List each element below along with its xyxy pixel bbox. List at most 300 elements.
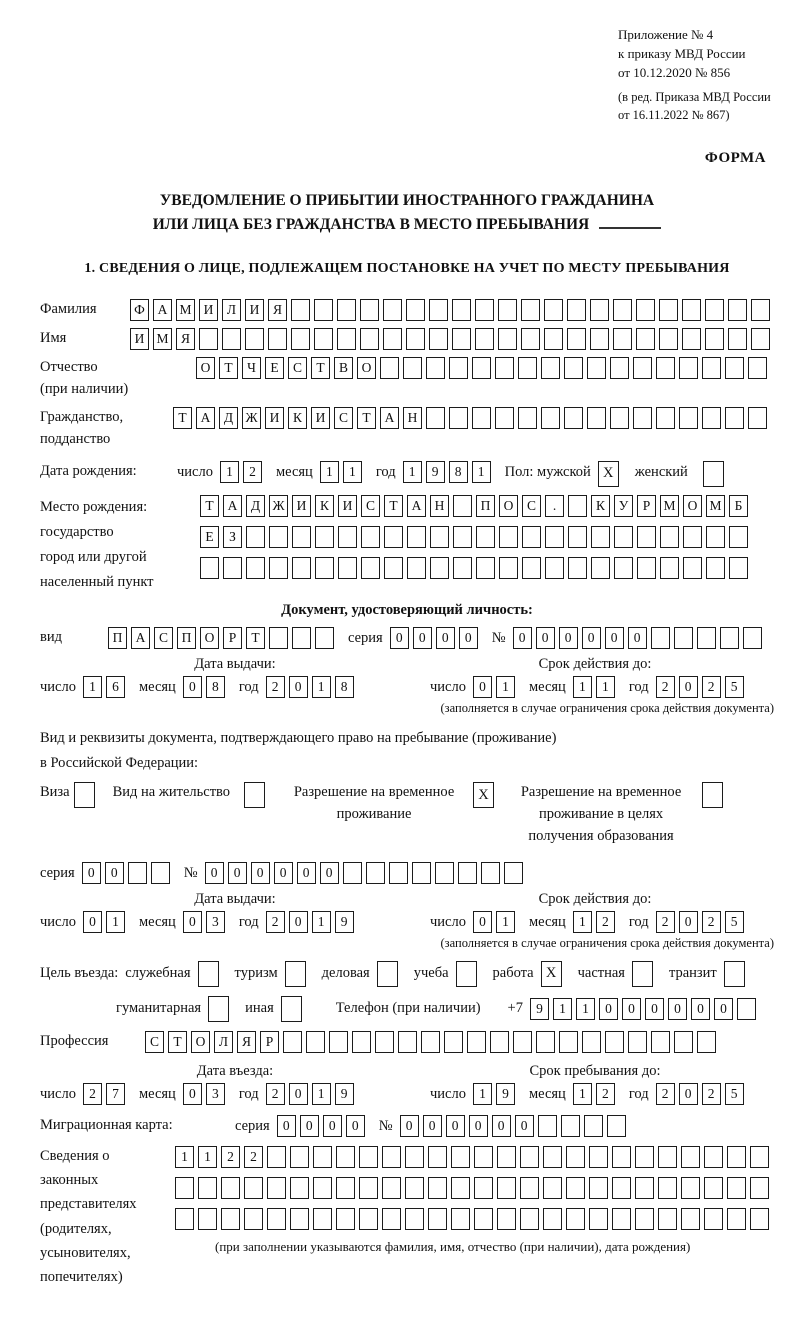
- char-cell[interactable]: М: [176, 299, 195, 321]
- checkbox[interactable]: [208, 996, 229, 1022]
- checkbox[interactable]: [724, 961, 745, 987]
- char-cell[interactable]: 0: [691, 998, 710, 1020]
- char-cell[interactable]: 2: [266, 1083, 285, 1105]
- char-cell[interactable]: 1: [175, 1146, 194, 1168]
- char-cell[interactable]: [590, 299, 609, 321]
- char-cell[interactable]: [656, 357, 675, 379]
- char-cell[interactable]: 0: [628, 627, 647, 649]
- char-cell[interactable]: [521, 299, 540, 321]
- char-cell[interactable]: М: [706, 495, 725, 517]
- char-cell[interactable]: [587, 357, 606, 379]
- char-cell[interactable]: [366, 862, 385, 884]
- char-cell[interactable]: [428, 1146, 447, 1168]
- char-cell[interactable]: [267, 1146, 286, 1168]
- char-cell[interactable]: [313, 1146, 332, 1168]
- char-cell[interactable]: 5: [725, 676, 744, 698]
- char-cell[interactable]: 0: [277, 1115, 296, 1137]
- char-cell[interactable]: 2: [266, 676, 285, 698]
- char-cell[interactable]: [607, 1115, 626, 1137]
- char-cell[interactable]: [383, 328, 402, 350]
- char-cell[interactable]: [612, 1177, 631, 1199]
- char-cell[interactable]: [453, 526, 472, 548]
- char-cell[interactable]: [683, 557, 702, 579]
- char-cell[interactable]: [426, 357, 445, 379]
- char-cell[interactable]: О: [357, 357, 376, 379]
- char-cell[interactable]: [659, 299, 678, 321]
- char-cell[interactable]: 0: [320, 862, 339, 884]
- char-cell[interactable]: 0: [274, 862, 293, 884]
- char-cell[interactable]: [750, 1208, 769, 1230]
- char-cell[interactable]: 1: [496, 676, 515, 698]
- char-cell[interactable]: С: [361, 495, 380, 517]
- char-cell[interactable]: [564, 407, 583, 429]
- char-cell[interactable]: 0: [400, 1115, 419, 1137]
- char-cell[interactable]: О: [196, 357, 215, 379]
- char-cell[interactable]: [175, 1177, 194, 1199]
- char-cell[interactable]: [499, 526, 518, 548]
- char-cell[interactable]: 0: [714, 998, 733, 1020]
- char-cell[interactable]: [590, 328, 609, 350]
- char-cell[interactable]: Р: [260, 1031, 279, 1053]
- char-cell[interactable]: Р: [223, 627, 242, 649]
- char-cell[interactable]: [613, 299, 632, 321]
- char-cell[interactable]: [610, 357, 629, 379]
- char-cell[interactable]: [497, 1146, 516, 1168]
- char-cell[interactable]: Т: [384, 495, 403, 517]
- char-cell[interactable]: [520, 1146, 539, 1168]
- char-cell[interactable]: [403, 357, 422, 379]
- char-cell[interactable]: [336, 1146, 355, 1168]
- char-cell[interactable]: А: [153, 299, 172, 321]
- char-cell[interactable]: 2: [221, 1146, 240, 1168]
- char-cell[interactable]: [750, 1177, 769, 1199]
- char-cell[interactable]: Р: [637, 495, 656, 517]
- char-cell[interactable]: [269, 526, 288, 548]
- char-cell[interactable]: 0: [289, 1083, 308, 1105]
- char-cell[interactable]: [384, 557, 403, 579]
- char-cell[interactable]: [635, 1146, 654, 1168]
- char-cell[interactable]: [292, 627, 311, 649]
- char-cell[interactable]: 2: [244, 1146, 263, 1168]
- char-cell[interactable]: 0: [559, 627, 578, 649]
- checkbox[interactable]: [244, 782, 265, 808]
- char-cell[interactable]: 0: [423, 1115, 442, 1137]
- char-cell[interactable]: [246, 526, 265, 548]
- char-cell[interactable]: 0: [289, 676, 308, 698]
- char-cell[interactable]: Т: [168, 1031, 187, 1053]
- char-cell[interactable]: [199, 328, 218, 350]
- char-cell[interactable]: [361, 557, 380, 579]
- char-cell[interactable]: [244, 1177, 263, 1199]
- char-cell[interactable]: [380, 357, 399, 379]
- char-cell[interactable]: [221, 1208, 240, 1230]
- char-cell[interactable]: С: [154, 627, 173, 649]
- char-cell[interactable]: [702, 407, 721, 429]
- char-cell[interactable]: 1: [496, 911, 515, 933]
- char-cell[interactable]: [729, 526, 748, 548]
- char-cell[interactable]: [499, 557, 518, 579]
- char-cell[interactable]: [582, 1031, 601, 1053]
- char-cell[interactable]: [472, 357, 491, 379]
- char-cell[interactable]: О: [499, 495, 518, 517]
- char-cell[interactable]: [613, 328, 632, 350]
- char-cell[interactable]: [495, 407, 514, 429]
- char-cell[interactable]: М: [660, 495, 679, 517]
- char-cell[interactable]: [246, 557, 265, 579]
- char-cell[interactable]: [728, 299, 747, 321]
- char-cell[interactable]: [472, 407, 491, 429]
- char-cell[interactable]: 2: [596, 1083, 615, 1105]
- char-cell[interactable]: [352, 1031, 371, 1053]
- char-cell[interactable]: 5: [725, 911, 744, 933]
- char-cell[interactable]: [429, 328, 448, 350]
- char-cell[interactable]: 0: [473, 911, 492, 933]
- checkbox[interactable]: [632, 961, 653, 987]
- char-cell[interactable]: [313, 1177, 332, 1199]
- char-cell[interactable]: [359, 1177, 378, 1199]
- char-cell[interactable]: [498, 328, 517, 350]
- char-cell[interactable]: Ф: [130, 299, 149, 321]
- char-cell[interactable]: [481, 862, 500, 884]
- char-cell[interactable]: [541, 407, 560, 429]
- char-cell[interactable]: 2: [266, 911, 285, 933]
- char-cell[interactable]: [518, 407, 537, 429]
- char-cell[interactable]: [426, 407, 445, 429]
- char-cell[interactable]: [660, 526, 679, 548]
- char-cell[interactable]: [751, 299, 770, 321]
- char-cell[interactable]: 0: [446, 1115, 465, 1137]
- char-cell[interactable]: 0: [473, 676, 492, 698]
- char-cell[interactable]: Я: [176, 328, 195, 350]
- char-cell[interactable]: О: [683, 495, 702, 517]
- char-cell[interactable]: 0: [228, 862, 247, 884]
- char-cell[interactable]: [589, 1208, 608, 1230]
- char-cell[interactable]: [589, 1146, 608, 1168]
- char-cell[interactable]: [674, 1031, 693, 1053]
- char-cell[interactable]: И: [338, 495, 357, 517]
- char-cell[interactable]: 9: [496, 1083, 515, 1105]
- char-cell[interactable]: [751, 328, 770, 350]
- char-cell[interactable]: [406, 328, 425, 350]
- char-cell[interactable]: 0: [459, 627, 478, 649]
- char-cell[interactable]: [337, 328, 356, 350]
- char-cell[interactable]: [729, 557, 748, 579]
- char-cell[interactable]: [336, 1177, 355, 1199]
- char-cell[interactable]: [453, 495, 472, 517]
- char-cell[interactable]: [428, 1177, 447, 1199]
- char-cell[interactable]: 2: [243, 461, 262, 483]
- char-cell[interactable]: 0: [82, 862, 101, 884]
- char-cell[interactable]: 1: [220, 461, 239, 483]
- char-cell[interactable]: 8: [335, 676, 354, 698]
- char-cell[interactable]: Т: [219, 357, 238, 379]
- char-cell[interactable]: [614, 557, 633, 579]
- char-cell[interactable]: 0: [513, 627, 532, 649]
- char-cell[interactable]: [338, 557, 357, 579]
- char-cell[interactable]: [315, 627, 334, 649]
- char-cell[interactable]: [628, 1031, 647, 1053]
- char-cell[interactable]: 0: [679, 1083, 698, 1105]
- char-cell[interactable]: 0: [492, 1115, 511, 1137]
- char-cell[interactable]: [405, 1177, 424, 1199]
- char-cell[interactable]: [743, 627, 762, 649]
- char-cell[interactable]: 0: [183, 911, 202, 933]
- char-cell[interactable]: Ж: [269, 495, 288, 517]
- char-cell[interactable]: [290, 1177, 309, 1199]
- char-cell[interactable]: [568, 495, 587, 517]
- char-cell[interactable]: 2: [656, 676, 675, 698]
- char-cell[interactable]: Я: [237, 1031, 256, 1053]
- char-cell[interactable]: 1: [343, 461, 362, 483]
- char-cell[interactable]: [269, 627, 288, 649]
- char-cell[interactable]: И: [265, 407, 284, 429]
- char-cell[interactable]: 0: [679, 676, 698, 698]
- char-cell[interactable]: [635, 1177, 654, 1199]
- char-cell[interactable]: [545, 557, 564, 579]
- char-cell[interactable]: У: [614, 495, 633, 517]
- char-cell[interactable]: [568, 526, 587, 548]
- char-cell[interactable]: [567, 328, 586, 350]
- char-cell[interactable]: [660, 557, 679, 579]
- char-cell[interactable]: [697, 627, 716, 649]
- char-cell[interactable]: 0: [289, 911, 308, 933]
- char-cell[interactable]: Л: [214, 1031, 233, 1053]
- char-cell[interactable]: 1: [312, 1083, 331, 1105]
- checkbox[interactable]: [377, 961, 398, 987]
- char-cell[interactable]: [382, 1208, 401, 1230]
- char-cell[interactable]: [520, 1177, 539, 1199]
- char-cell[interactable]: 2: [702, 1083, 721, 1105]
- char-cell[interactable]: 1: [576, 998, 595, 1020]
- char-cell[interactable]: [612, 1146, 631, 1168]
- char-cell[interactable]: [407, 526, 426, 548]
- char-cell[interactable]: 1: [106, 911, 125, 933]
- char-cell[interactable]: [681, 1177, 700, 1199]
- char-cell[interactable]: [315, 557, 334, 579]
- char-cell[interactable]: [405, 1208, 424, 1230]
- checkbox[interactable]: X: [473, 782, 494, 808]
- char-cell[interactable]: 0: [251, 862, 270, 884]
- char-cell[interactable]: И: [292, 495, 311, 517]
- char-cell[interactable]: 2: [83, 1083, 102, 1105]
- char-cell[interactable]: А: [407, 495, 426, 517]
- char-cell[interactable]: 1: [596, 676, 615, 698]
- char-cell[interactable]: [474, 1208, 493, 1230]
- char-cell[interactable]: 0: [582, 627, 601, 649]
- char-cell[interactable]: [568, 557, 587, 579]
- char-cell[interactable]: [359, 1208, 378, 1230]
- char-cell[interactable]: [474, 1146, 493, 1168]
- char-cell[interactable]: А: [380, 407, 399, 429]
- char-cell[interactable]: 1: [573, 911, 592, 933]
- char-cell[interactable]: [682, 328, 701, 350]
- char-cell[interactable]: [476, 526, 495, 548]
- char-cell[interactable]: 0: [469, 1115, 488, 1137]
- char-cell[interactable]: 0: [105, 862, 124, 884]
- char-cell[interactable]: [706, 557, 725, 579]
- char-cell[interactable]: Л: [222, 299, 241, 321]
- char-cell[interactable]: [338, 526, 357, 548]
- char-cell[interactable]: [337, 299, 356, 321]
- char-cell[interactable]: [244, 1208, 263, 1230]
- char-cell[interactable]: [360, 299, 379, 321]
- char-cell[interactable]: [612, 1208, 631, 1230]
- char-cell[interactable]: 1: [198, 1146, 217, 1168]
- char-cell[interactable]: [737, 998, 756, 1020]
- char-cell[interactable]: К: [315, 495, 334, 517]
- char-cell[interactable]: [605, 1031, 624, 1053]
- char-cell[interactable]: [452, 299, 471, 321]
- char-cell[interactable]: П: [108, 627, 127, 649]
- char-cell[interactable]: [382, 1146, 401, 1168]
- char-cell[interactable]: 0: [599, 998, 618, 1020]
- char-cell[interactable]: 7: [106, 1083, 125, 1105]
- char-cell[interactable]: Ч: [242, 357, 261, 379]
- char-cell[interactable]: [458, 862, 477, 884]
- char-cell[interactable]: И: [130, 328, 149, 350]
- char-cell[interactable]: С: [145, 1031, 164, 1053]
- char-cell[interactable]: 0: [83, 911, 102, 933]
- char-cell[interactable]: [566, 1208, 585, 1230]
- char-cell[interactable]: [559, 1031, 578, 1053]
- char-cell[interactable]: 3: [206, 1083, 225, 1105]
- char-cell[interactable]: [656, 407, 675, 429]
- char-cell[interactable]: Т: [311, 357, 330, 379]
- char-cell[interactable]: [543, 1208, 562, 1230]
- char-cell[interactable]: 0: [668, 998, 687, 1020]
- checkbox[interactable]: X: [541, 961, 562, 987]
- char-cell[interactable]: [290, 1146, 309, 1168]
- char-cell[interactable]: [706, 526, 725, 548]
- char-cell[interactable]: О: [200, 627, 219, 649]
- char-cell[interactable]: [543, 1146, 562, 1168]
- char-cell[interactable]: О: [191, 1031, 210, 1053]
- char-cell[interactable]: [637, 557, 656, 579]
- char-cell[interactable]: [497, 1177, 516, 1199]
- char-cell[interactable]: Я: [268, 299, 287, 321]
- char-cell[interactable]: [430, 526, 449, 548]
- char-cell[interactable]: [704, 1146, 723, 1168]
- char-cell[interactable]: [591, 557, 610, 579]
- char-cell[interactable]: [128, 862, 147, 884]
- char-cell[interactable]: [314, 328, 333, 350]
- char-cell[interactable]: [421, 1031, 440, 1053]
- char-cell[interactable]: [475, 299, 494, 321]
- char-cell[interactable]: [405, 1146, 424, 1168]
- char-cell[interactable]: [679, 407, 698, 429]
- char-cell[interactable]: [151, 862, 170, 884]
- char-cell[interactable]: З: [223, 526, 242, 548]
- checkbox[interactable]: X: [598, 461, 619, 487]
- char-cell[interactable]: 0: [605, 627, 624, 649]
- char-cell[interactable]: [474, 1177, 493, 1199]
- char-cell[interactable]: [727, 1177, 746, 1199]
- char-cell[interactable]: [636, 299, 655, 321]
- char-cell[interactable]: [221, 1177, 240, 1199]
- char-cell[interactable]: [269, 557, 288, 579]
- char-cell[interactable]: [475, 328, 494, 350]
- char-cell[interactable]: [541, 357, 560, 379]
- char-cell[interactable]: [520, 1208, 539, 1230]
- char-cell[interactable]: [536, 1031, 555, 1053]
- char-cell[interactable]: [291, 328, 310, 350]
- char-cell[interactable]: [697, 1031, 716, 1053]
- char-cell[interactable]: [449, 407, 468, 429]
- char-cell[interactable]: [451, 1177, 470, 1199]
- char-cell[interactable]: [567, 299, 586, 321]
- char-cell[interactable]: 9: [335, 1083, 354, 1105]
- char-cell[interactable]: 0: [645, 998, 664, 1020]
- char-cell[interactable]: С: [288, 357, 307, 379]
- char-cell[interactable]: [636, 328, 655, 350]
- char-cell[interactable]: [651, 627, 670, 649]
- checkbox[interactable]: [703, 461, 724, 487]
- char-cell[interactable]: [544, 328, 563, 350]
- char-cell[interactable]: [389, 862, 408, 884]
- char-cell[interactable]: [518, 357, 537, 379]
- char-cell[interactable]: [727, 1208, 746, 1230]
- char-cell[interactable]: [314, 299, 333, 321]
- checkbox[interactable]: [456, 961, 477, 987]
- char-cell[interactable]: 8: [449, 461, 468, 483]
- char-cell[interactable]: 3: [206, 911, 225, 933]
- char-cell[interactable]: 0: [679, 911, 698, 933]
- char-cell[interactable]: [283, 1031, 302, 1053]
- char-cell[interactable]: К: [591, 495, 610, 517]
- char-cell[interactable]: [453, 557, 472, 579]
- char-cell[interactable]: [748, 407, 767, 429]
- char-cell[interactable]: [633, 407, 652, 429]
- char-cell[interactable]: [452, 328, 471, 350]
- char-cell[interactable]: [430, 557, 449, 579]
- char-cell[interactable]: [543, 1177, 562, 1199]
- char-cell[interactable]: 1: [83, 676, 102, 698]
- char-cell[interactable]: К: [288, 407, 307, 429]
- char-cell[interactable]: [198, 1177, 217, 1199]
- char-cell[interactable]: А: [131, 627, 150, 649]
- char-cell[interactable]: [633, 357, 652, 379]
- char-cell[interactable]: А: [196, 407, 215, 429]
- char-cell[interactable]: [658, 1208, 677, 1230]
- char-cell[interactable]: [651, 1031, 670, 1053]
- char-cell[interactable]: [750, 1146, 769, 1168]
- char-cell[interactable]: [290, 1208, 309, 1230]
- char-cell[interactable]: [522, 557, 541, 579]
- char-cell[interactable]: 1: [553, 998, 572, 1020]
- char-cell[interactable]: [198, 1208, 217, 1230]
- char-cell[interactable]: 9: [335, 911, 354, 933]
- char-cell[interactable]: [306, 1031, 325, 1053]
- char-cell[interactable]: [435, 862, 454, 884]
- char-cell[interactable]: П: [476, 495, 495, 517]
- char-cell[interactable]: В: [334, 357, 353, 379]
- char-cell[interactable]: М: [153, 328, 172, 350]
- char-cell[interactable]: Ж: [242, 407, 261, 429]
- char-cell[interactable]: Д: [246, 495, 265, 517]
- char-cell[interactable]: [589, 1177, 608, 1199]
- char-cell[interactable]: [679, 357, 698, 379]
- char-cell[interactable]: 0: [300, 1115, 319, 1137]
- char-cell[interactable]: 6: [106, 676, 125, 698]
- char-cell[interactable]: 0: [622, 998, 641, 1020]
- char-cell[interactable]: Е: [200, 526, 219, 548]
- char-cell[interactable]: 1: [312, 911, 331, 933]
- checkbox[interactable]: [198, 961, 219, 987]
- char-cell[interactable]: [658, 1177, 677, 1199]
- checkbox[interactable]: [74, 782, 95, 808]
- char-cell[interactable]: [637, 526, 656, 548]
- char-cell[interactable]: 8: [206, 676, 225, 698]
